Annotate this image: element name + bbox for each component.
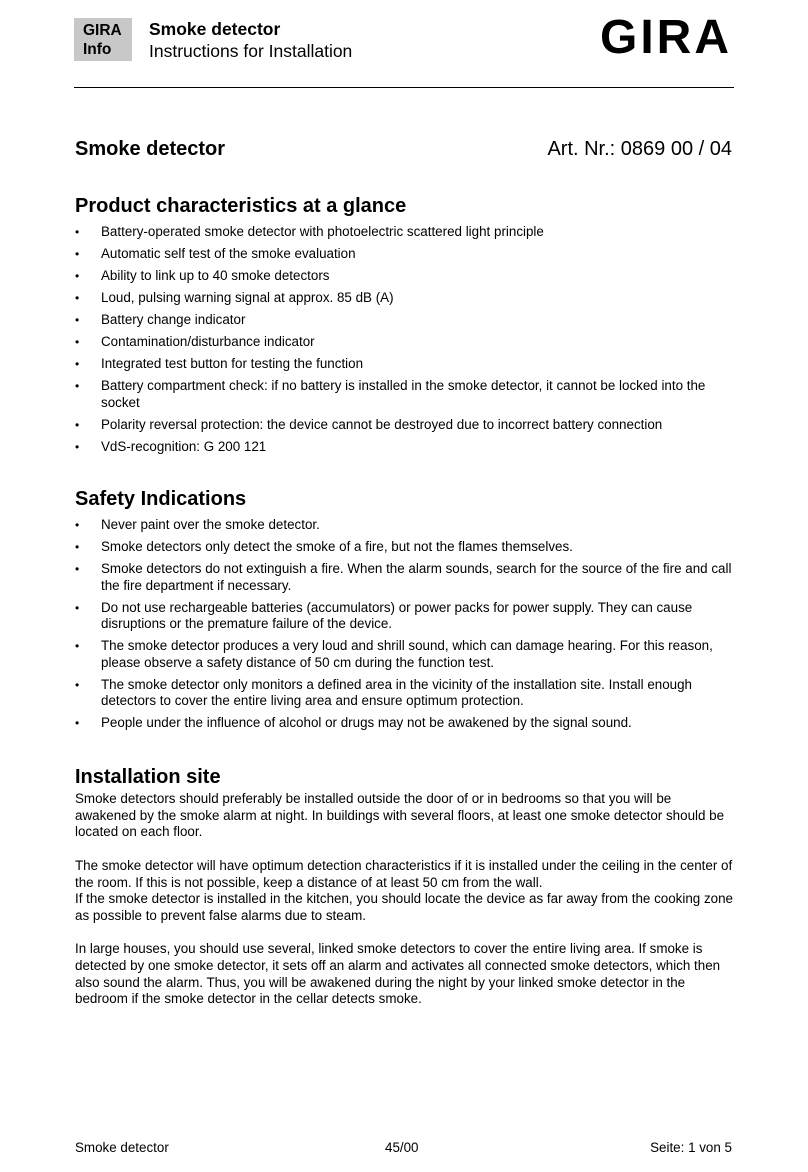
list-item: • Polarity reversal protection: the device cannot be destroyed due to incorrect battery connection xyxy=(75,417,735,434)
list-item: • Loud, pulsing warning signal at approx. 85 dB (A) xyxy=(75,290,735,307)
installation-section xyxy=(75,765,735,1008)
characteristics-section xyxy=(75,194,735,461)
installation-heading: Installation site xyxy=(75,766,221,788)
list-item: • Smoke detectors only detect the smoke of a fire, but not the flames themselves. xyxy=(75,539,735,556)
installation-paragraph: The smoke detector will have optimum detection characteristics if it is installed under the ceiling in the center of the room. If this is not possible, keep a distance of at least 50 cm from the wall. If the smoke detector is installed in the kitchen, you should locate the device as far away from the cooking zone as possible to prevent false alarms due to steam. xyxy=(75,857,733,923)
list-item: • Integrated test button for testing the function xyxy=(75,356,735,373)
list-item: • The smoke detector only monitors a defined area in the vicinity of the installation site. Install enough detectors to cover the entire living area and ensure optimum protection. xyxy=(75,677,735,710)
list-item: • Battery compartment check: if no battery is installed in the smoke detector, it cannot be locked into the socket xyxy=(75,378,735,411)
product-title: Smoke detector xyxy=(75,138,226,160)
list-item: • Smoke detectors do not extinguish a fire. When the alarm sounds, search for the source of the fire and call the fire department if necessary. xyxy=(75,561,735,594)
header-divider xyxy=(74,87,734,88)
safety-list xyxy=(75,517,735,732)
gira-logo: GIRA xyxy=(600,11,732,64)
characteristics-heading: Product characteristics at a glance xyxy=(75,195,407,217)
list-item: • Contamination/disturbance indicator xyxy=(75,334,735,351)
gira-info-badge xyxy=(74,18,132,61)
safety-heading: Safety Indications xyxy=(75,488,247,510)
footer-page-number: Seite: 1 von 5 xyxy=(650,1140,732,1155)
title-row xyxy=(75,137,732,161)
document-heading xyxy=(149,18,352,62)
characteristics-list xyxy=(75,224,735,455)
list-item: • Ability to link up to 40 smoke detectors xyxy=(75,268,735,285)
installation-paragraph: In large houses, you should use several, linked smoke detectors to cover the entire living area. If smoke is detected by one smoke detector, it sets off an alarm and activates all connected smoke detectors, which then also sound the alarm. Thus, you will be awakened during the night by your linked smoke detector in the bedroom if the smoke detector in the cellar detects smoke. xyxy=(75,941,721,1007)
list-item: • Automatic self test of the smoke evaluation xyxy=(75,246,735,263)
safety-section xyxy=(75,487,735,737)
badge-line-2: Info xyxy=(83,41,112,58)
installation-paragraph: Smoke detectors should preferably be installed outside the door of or in bedrooms so that you will be awakened by the smoke alarm at night. In buildings with several floors, at least one smoke detector should be located on each floor. xyxy=(75,791,725,840)
list-item: • The smoke detector produces a very loud and shrill sound, which can damage hearing. For this reason, please observe a safety distance of 50 cm during the function test. xyxy=(75,638,735,671)
list-item: • VdS-recognition: G 200 121 xyxy=(75,439,735,456)
document-title: Smoke detector xyxy=(149,19,281,39)
footer-document-name: Smoke detector xyxy=(75,1140,169,1155)
list-item: • Never paint over the smoke detector. xyxy=(75,517,735,534)
footer-edition: 45/00 xyxy=(385,1140,419,1155)
list-item: • Battery-operated smoke detector with photoelectric scattered light principle xyxy=(75,224,735,241)
badge-line-1: GIRA xyxy=(83,22,122,39)
list-item: • Do not use rechargeable batteries (accumulators) or power packs for power supply. They can cause disruptions or the premature failure of the device. xyxy=(75,600,735,633)
list-item: • Battery change indicator xyxy=(75,312,735,329)
document-subtitle: Instructions for Installation xyxy=(149,41,353,61)
list-item: • People under the influence of alcohol or drugs may not be awakened by the signal sound. xyxy=(75,715,735,732)
article-number: Art. Nr.: 0869 00 / 04 xyxy=(547,138,732,160)
